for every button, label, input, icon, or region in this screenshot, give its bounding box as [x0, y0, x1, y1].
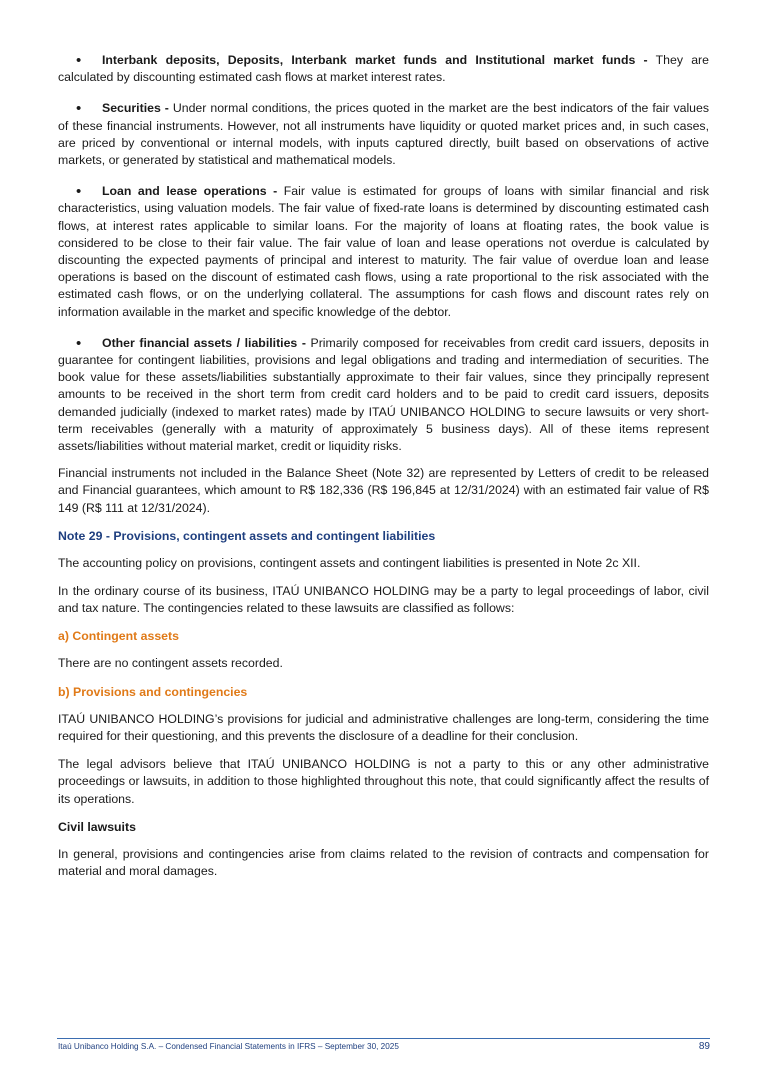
- bullet-icon: •: [76, 183, 82, 201]
- page-number: 89: [698, 1041, 710, 1052]
- bullet-title: Loan and lease operations -: [102, 184, 278, 199]
- bullet-paragraph: [58, 183, 709, 321]
- bullet-paragraph: [58, 100, 709, 169]
- bullet-text: Under normal conditions, the prices quoted in the market are the best indicators of the fair values of these financial instruments. However, not all instruments have liquidity or quoted market prices and, in such cases, are priced by conventional or internal models, with inputs captured directly, built based on observations of active markets, or generated by statistical and mathematical models.: [58, 101, 710, 168]
- bullet-other-financial-assets: [58, 335, 709, 455]
- bullet-icon: •: [76, 52, 82, 69]
- bullet-text: Fair value is estimated for groups of loans with similar financial and risk characteristics, using valuation models. The fair value of fixed-rate loans is determined by discounting estimated cash flows, at interest rates applicable to similar loans. For the majority of loans at floating rates, the book value is considered to be close to their fair value. The fair value of loan and lease operations not overdue is calculated by discounting the expected payments of principal and interest to maturity. The fair value of overdue loan and lease operations is based on the discount of estimated cash flows, using a rate proportional to the risk associated with the estimated cash flows, or on the underlying collateral. The assumptions for cash flows and discount rates rely on information available in the market and specific knowledge of the debtor.: [58, 184, 709, 319]
- bullet-icon: •: [76, 100, 82, 118]
- footer-rule: [57, 1038, 710, 1039]
- bullet-paragraph: [58, 52, 709, 86]
- legal-advisors-paragraph: The legal advisors believe that ITAÚ UNIBANCO HOLDING is not a party to this or any other administrative proceedings or lawsuits, in addition to those highlighted throughout this note, that could significantly affect the results of its operations.: [58, 757, 709, 806]
- bullet-title: Other financial assets / liabilities -: [102, 335, 306, 350]
- civil-lawsuits-paragraph: In general, provisions and contingencies arise from claims related to the revision of contracts and compensation for material and moral damages.: [58, 846, 709, 878]
- document-body: [58, 52, 709, 891]
- bullet-title: Interbank deposits, Deposits, Interbank market funds and Institutional market funds -: [102, 53, 648, 67]
- financial-instruments-paragraph: Financial instruments not included in the Balance Sheet (Note 32) are represented by Letters of credit to be released and Financial guarantees, which amount to R$ 182,336 (R$ 196,845 at 12/31/2024) with an estimated fair value of R$ 149 (R$ 111 at 12/31/2024).: [58, 466, 709, 515]
- provisions-contingencies-heading: b) Provisions and contingencies: [58, 684, 248, 699]
- accounting-policy-paragraph: The accounting policy on provisions, contingent assets and contingent liabilities is presented in Note 2c XII.: [58, 555, 641, 570]
- provisions-paragraph: ITAÚ UNIBANCO HOLDING’s provisions for judicial and administrative challenges are long-term, considering the time required for their questioning, and this prevents the disclosure of a deadline for their conclusion.: [58, 711, 709, 743]
- note-29-heading: Note 29 - Provisions, contingent assets and contingent liabilities: [58, 528, 436, 543]
- ordinary-course-paragraph: In the ordinary course of its business, ITAÚ UNIBANCO HOLDING may be a party to legal proceedings of labor, civil and tax nature. The contingencies related to these lawsuits are classified as follows:: [58, 584, 709, 616]
- bullet-text: They are calculated by discounting estimated cash flows at market interest rates.: [58, 53, 709, 85]
- bullet-title: Securities -: [102, 101, 169, 116]
- bullet-securities: [58, 100, 709, 169]
- bullet-paragraph: [58, 335, 709, 455]
- contingent-assets-heading: a) Contingent assets: [58, 629, 179, 644]
- bullet-text: Primarily composed for receivables from credit card issuers, deposits in guarantee for contingent liabilities, provisions and legal obligations and trading and intermediation of securities. The book value for these assets/liabilities substantially approximate to their fair values, since they principally represent amounts to be received in the short term from credit card holders and to be paid to credit card issuers, deposits demanded judicially (indexed to market rates) made by ITAÚ UNIBANCO HOLDING to secure lawsuits or very short-term receivables (generally with a maturity of approximately 5 business days). All of these items represent assets/liabilities without material market, credit or liquidity risks.: [58, 335, 709, 454]
- contingent-assets-paragraph: There are no contingent assets recorded.: [58, 656, 283, 671]
- bullet-icon: •: [76, 334, 82, 352]
- bullet-loan-lease-operations: [58, 183, 709, 321]
- footer-title: Itaú Unibanco Holding S.A. – Condensed Financial Statements in IFRS – September 30, 2025: [58, 1042, 399, 1051]
- civil-lawsuits-heading: Civil lawsuits: [58, 819, 136, 834]
- bullet-interbank-deposits: [58, 52, 709, 86]
